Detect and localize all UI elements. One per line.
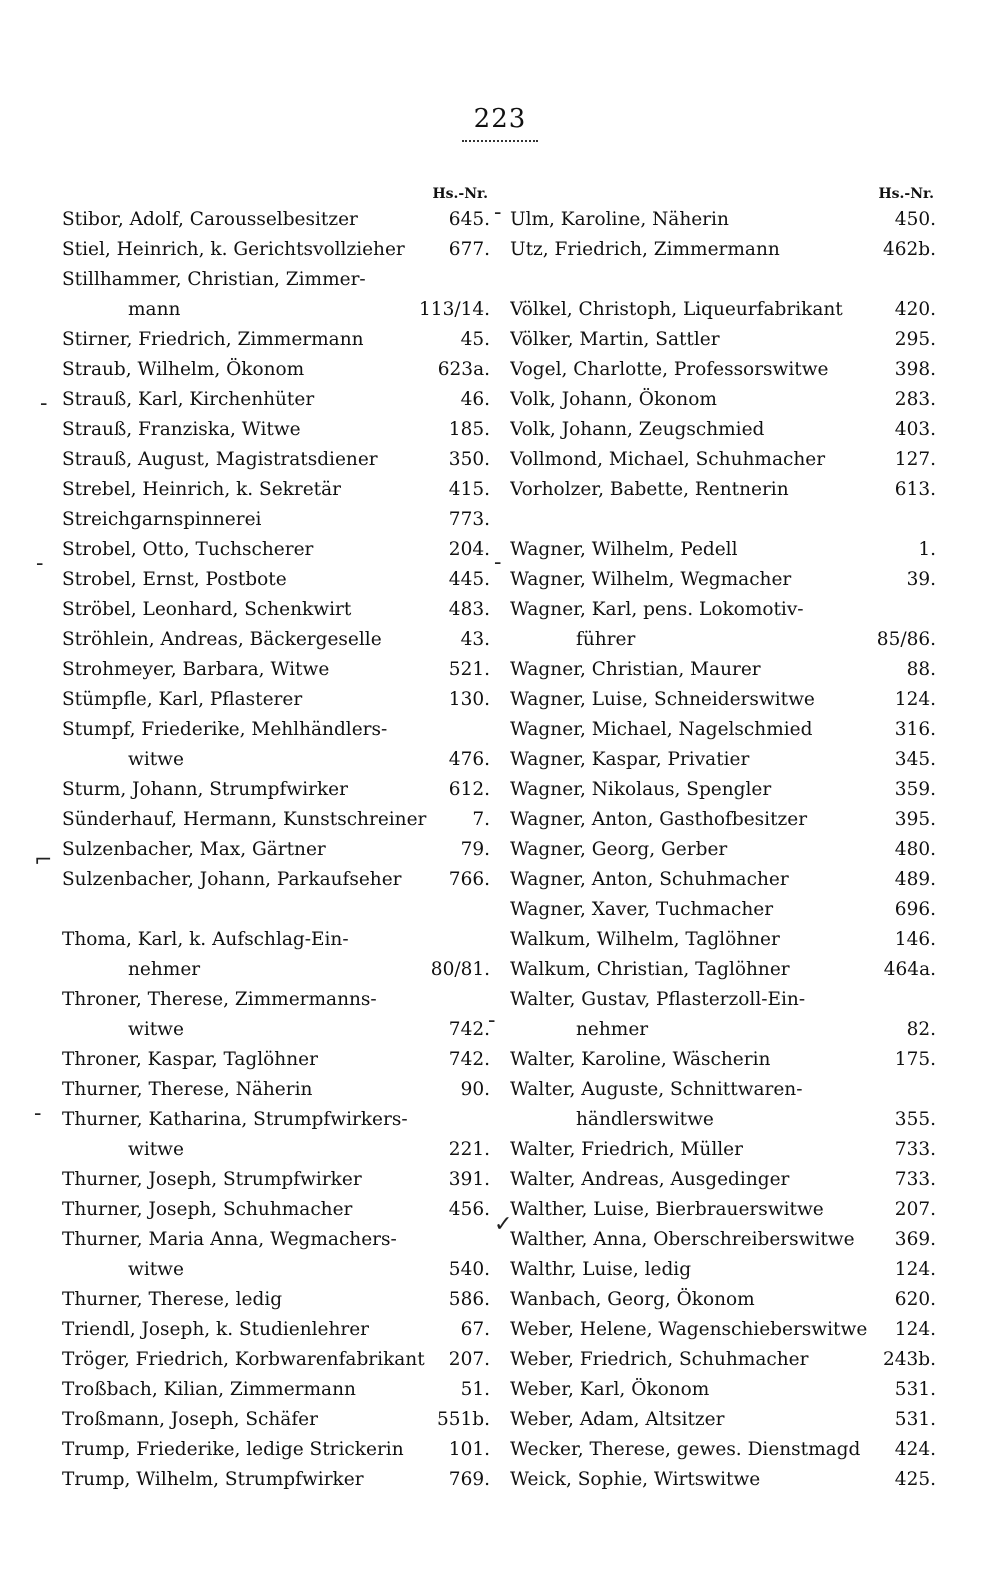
- entry-name: Thurner, Katharina, Strumpfwirkers-: [62, 1109, 408, 1130]
- entry-line: [62, 415, 490, 445]
- entry-name: Sünderhauf, Hermann, Kunstschreiner: [62, 809, 427, 830]
- entry-name: Sulzenbacher, Max, Gärtner: [62, 839, 326, 860]
- right-column: [510, 205, 936, 1495]
- house-number: 124.: [894, 1259, 936, 1280]
- entry-name: Stibor, Adolf, Carousselbesitzer: [62, 209, 358, 230]
- entry-name: Völkel, Christoph, Liqueurfabrikant: [510, 299, 843, 320]
- entry-line: [510, 1285, 936, 1315]
- check-mark-icon: ✓: [494, 1212, 513, 1237]
- entry-name: Wagner, Anton, Schuhmacher: [510, 869, 789, 890]
- entry-name: Troßbach, Kilian, Zimmermann: [62, 1379, 356, 1400]
- house-number: 620.: [894, 1289, 936, 1310]
- house-number: 733.: [894, 1139, 936, 1160]
- entry-line: [510, 715, 936, 745]
- entry-line: [62, 445, 490, 475]
- house-number: 424.: [894, 1439, 936, 1460]
- entry-line: [510, 865, 936, 895]
- house-number: 677.: [448, 239, 490, 260]
- entry-name: Walther, Anna, Oberschreiberswitwe: [510, 1229, 855, 1250]
- entry-line: [510, 835, 936, 865]
- entry-name: Vorholzer, Babette, Rentnerin: [510, 479, 789, 500]
- entry-name: Walter, Karoline, Wäscherin: [510, 1049, 771, 1070]
- house-number: 391.: [448, 1169, 490, 1190]
- entry-name: witwe: [128, 1139, 184, 1160]
- entry-name: Walkum, Wilhelm, Taglöhner: [510, 929, 780, 950]
- entry-name: Walther, Luise, Bierbrauerswitwe: [510, 1199, 824, 1220]
- house-number: 531.: [894, 1379, 936, 1400]
- entry-name: Wagner, Luise, Schneiderswitwe: [510, 689, 815, 710]
- entry-name: nehmer: [576, 1019, 649, 1040]
- entry-name: Vogel, Charlotte, Professorswitwe: [510, 359, 829, 380]
- house-number: 130.: [448, 689, 490, 710]
- margin-tick-mark: -: [40, 391, 48, 416]
- entry-name: führer: [576, 629, 636, 650]
- entry-name: Strobel, Otto, Tuchscherer: [62, 539, 314, 560]
- house-number: [932, 1075, 936, 1105]
- entry-line: [62, 1015, 490, 1045]
- entry-line: [62, 1165, 490, 1195]
- entry-name: Walter, Gustav, Pflasterzoll-Ein-: [510, 989, 806, 1010]
- house-number: 415.: [448, 479, 490, 500]
- entry-line: [62, 805, 490, 835]
- section-gap: [62, 895, 490, 925]
- entry-name: Walthr, Luise, ledig: [510, 1259, 692, 1280]
- house-number: [486, 1105, 490, 1135]
- entry-name: Thurner, Joseph, Strumpfwirker: [62, 1169, 362, 1190]
- house-number: 207.: [448, 1349, 490, 1370]
- entry-line: [62, 565, 490, 595]
- house-number: 521.: [448, 659, 490, 680]
- house-number: 175.: [894, 1049, 936, 1070]
- house-number: 733.: [894, 1169, 936, 1190]
- entry-line: [62, 685, 490, 715]
- house-number: 456.: [448, 1199, 490, 1220]
- entry-name: Strebel, Heinrich, k. Sekretär: [62, 479, 341, 500]
- house-number: 462b.: [882, 239, 936, 260]
- entry-name: Strauß, August, Magistratsdiener: [62, 449, 378, 470]
- entry-name: Wecker, Therese, gewes. Dienstmagd: [510, 1439, 861, 1460]
- entry-line: [62, 1255, 490, 1285]
- house-number: 398.: [894, 359, 936, 380]
- house-number: 80/81.: [430, 959, 490, 980]
- entry-name: Strohmeyer, Barbara, Witwe: [62, 659, 330, 680]
- house-number: [486, 1225, 490, 1255]
- house-number: 79.: [460, 839, 490, 860]
- house-number: 483.: [448, 599, 490, 620]
- entry-name: Stumpf, Friederike, Mehlhändlers-: [62, 719, 388, 740]
- house-number: [486, 715, 490, 745]
- entry-line: [510, 445, 936, 475]
- house-number: [932, 595, 936, 625]
- entry-line: [510, 745, 936, 775]
- house-number: 450.: [894, 209, 936, 230]
- entry-name: Streichgarnspinnerei: [62, 509, 262, 530]
- entry-line: [62, 1345, 490, 1375]
- entry-line: [62, 1375, 490, 1405]
- entry-name: Stümpfle, Karl, Pflasterer: [62, 689, 303, 710]
- entry-name: Thurner, Therese, Näherin: [62, 1079, 313, 1100]
- entry-line: [510, 1345, 936, 1375]
- entry-line: [510, 805, 936, 835]
- entry-name: Wagner, Christian, Maurer: [510, 659, 761, 680]
- house-number: 612.: [448, 779, 490, 800]
- entry-line: [62, 205, 490, 235]
- entry-name: Weick, Sophie, Wirtswitwe: [510, 1469, 761, 1490]
- entry-name: Wanbach, Georg, Ökonom: [510, 1289, 755, 1310]
- house-number: 221.: [448, 1139, 490, 1160]
- entry-line: [62, 625, 490, 655]
- entry-line: [510, 685, 936, 715]
- entry-name: Walter, Friedrich, Müller: [510, 1139, 743, 1160]
- entry-name: Utz, Friedrich, Zimmermann: [510, 239, 780, 260]
- entry-name: Weber, Karl, Ökonom: [510, 1379, 710, 1400]
- entry-line: [62, 955, 490, 985]
- house-number: 124.: [894, 1319, 936, 1340]
- entry-line: [62, 1465, 490, 1495]
- entry-line: [62, 1135, 490, 1165]
- house-number: [932, 985, 936, 1015]
- entry-line: [510, 625, 936, 655]
- house-number: 531.: [894, 1409, 936, 1430]
- margin-hook-mark: ⌐: [34, 848, 53, 873]
- section-gap: [510, 265, 936, 295]
- entry-line: [510, 1165, 936, 1195]
- house-number: 85/86.: [876, 629, 936, 650]
- house-number: 445.: [448, 569, 490, 590]
- entry-name: witwe: [128, 1259, 184, 1280]
- margin-tick-mark: -: [34, 1101, 42, 1126]
- house-number: 51.: [460, 1379, 490, 1400]
- entry-line: [510, 295, 936, 325]
- right-column-header: Hs.-Nr.: [878, 186, 934, 202]
- house-number: 350.: [448, 449, 490, 470]
- entry-line: [62, 1225, 490, 1255]
- house-number: 146.: [894, 929, 936, 950]
- entry-name: Wagner, Nikolaus, Spengler: [510, 779, 772, 800]
- entry-name: Stirner, Friedrich, Zimmermann: [62, 329, 364, 350]
- entry-line: [62, 985, 490, 1015]
- entry-name: witwe: [128, 749, 184, 770]
- house-number: 464a.: [883, 959, 936, 980]
- house-number: 46.: [460, 389, 490, 410]
- house-number: 369.: [894, 1229, 936, 1250]
- entry-line: [62, 865, 490, 895]
- entry-line: [510, 1405, 936, 1435]
- house-number: 551b.: [436, 1409, 490, 1430]
- house-number: 766.: [448, 869, 490, 890]
- entry-name: Sturm, Johann, Strumpfwirker: [62, 779, 348, 800]
- house-number: 127.: [894, 449, 936, 470]
- left-column-header: Hs.-Nr.: [432, 186, 488, 202]
- entry-line: [510, 595, 936, 625]
- entry-name: Ströbel, Leonhard, Schenkwirt: [62, 599, 352, 620]
- house-number: 1.: [918, 539, 936, 560]
- entry-line: [510, 895, 936, 925]
- entry-line: [510, 1465, 936, 1495]
- house-number: 645.: [448, 209, 490, 230]
- entry-line: [510, 1255, 936, 1285]
- entry-line: [510, 1135, 936, 1165]
- entry-name: Strauß, Franziska, Witwe: [62, 419, 301, 440]
- house-number: [486, 265, 490, 295]
- entry-line: [510, 1015, 936, 1045]
- entry-line: [62, 535, 490, 565]
- house-number: 586.: [448, 1289, 490, 1310]
- house-number: 480.: [894, 839, 936, 860]
- entry-line: [510, 955, 936, 985]
- house-number: 769.: [448, 1469, 490, 1490]
- entry-line: [62, 1285, 490, 1315]
- entry-name: Straub, Wilhelm, Ökonom: [62, 359, 305, 380]
- entry-line: [510, 355, 936, 385]
- entry-line: [510, 535, 936, 565]
- house-number: 696.: [894, 899, 936, 920]
- entry-line: [510, 655, 936, 685]
- entry-line: [510, 325, 936, 355]
- house-number: 43.: [460, 629, 490, 650]
- entry-line: [510, 1435, 936, 1465]
- entry-name: Wagner, Karl, pens. Lokomotiv-: [510, 599, 804, 620]
- entry-name: Volk, Johann, Ökonom: [510, 389, 717, 410]
- entry-line: [510, 985, 936, 1015]
- entry-line: [62, 595, 490, 625]
- house-number: 613.: [894, 479, 936, 500]
- entry-line: [62, 355, 490, 385]
- entry-line: [62, 475, 490, 505]
- entry-line: [62, 835, 490, 865]
- entry-line: [510, 1075, 936, 1105]
- entry-line: [62, 295, 490, 325]
- page-number-rule: [462, 140, 538, 142]
- entry-line: [510, 415, 936, 445]
- entry-name: Thurner, Therese, ledig: [62, 1289, 283, 1310]
- house-number: 742.: [448, 1049, 490, 1070]
- house-number: 82.: [906, 1019, 936, 1040]
- entry-line: [62, 715, 490, 745]
- entry-line: [62, 925, 490, 955]
- entry-line: [510, 235, 936, 265]
- entry-line: [510, 475, 936, 505]
- entry-name: Walkum, Christian, Taglöhner: [510, 959, 790, 980]
- entry-name: Wagner, Kaspar, Privatier: [510, 749, 750, 770]
- house-number: 345.: [894, 749, 936, 770]
- house-number: 773.: [448, 509, 490, 530]
- house-number: 359.: [894, 779, 936, 800]
- house-number: 124.: [894, 689, 936, 710]
- margin-tick-mark: -: [494, 200, 502, 225]
- entry-line: [510, 1225, 936, 1255]
- entry-name: Troßmann, Joseph, Schäfer: [62, 1409, 318, 1430]
- entry-name: Throner, Therese, Zimmermanns-: [62, 989, 377, 1010]
- entry-name: Weber, Friedrich, Schuhmacher: [510, 1349, 809, 1370]
- entry-line: [62, 745, 490, 775]
- entry-name: Strobel, Ernst, Postbote: [62, 569, 287, 590]
- entry-line: [510, 1105, 936, 1135]
- entry-name: Throner, Kaspar, Taglöhner: [62, 1049, 318, 1070]
- entry-name: Strauß, Karl, Kirchenhüter: [62, 389, 315, 410]
- house-number: 88.: [906, 659, 936, 680]
- house-number: 355.: [894, 1109, 936, 1130]
- entry-line: [510, 1045, 936, 1075]
- entry-line: [62, 1105, 490, 1135]
- entry-name: Trump, Wilhelm, Strumpfwirker: [62, 1469, 364, 1490]
- house-number: 623a.: [437, 359, 490, 380]
- entry-name: Wagner, Georg, Gerber: [510, 839, 728, 860]
- house-number: 489.: [894, 869, 936, 890]
- entry-name: Wagner, Wilhelm, Pedell: [510, 539, 738, 560]
- house-number: 45.: [460, 329, 490, 350]
- house-number: 283.: [894, 389, 936, 410]
- entry-name: Walter, Andreas, Ausgedinger: [510, 1169, 790, 1190]
- entry-name: Stillhammer, Christian, Zimmer-: [62, 269, 366, 290]
- entry-line: [62, 235, 490, 265]
- entry-line: [510, 1375, 936, 1405]
- entry-name: Wagner, Xaver, Tuchmacher: [510, 899, 774, 920]
- house-number: 403.: [894, 419, 936, 440]
- house-number: 540.: [448, 1259, 490, 1280]
- left-column: [62, 205, 490, 1495]
- entry-name: Ströhlein, Andreas, Bäckergeselle: [62, 629, 382, 650]
- entry-name: Weber, Adam, Altsitzer: [510, 1409, 725, 1430]
- section-gap: [510, 505, 936, 535]
- house-number: 425.: [894, 1469, 936, 1490]
- entry-name: nehmer: [128, 959, 201, 980]
- entry-line: [510, 205, 936, 235]
- entry-line: [62, 1435, 490, 1465]
- entry-name: Ulm, Karoline, Näherin: [510, 209, 729, 230]
- entry-line: [62, 325, 490, 355]
- entry-line: [62, 505, 490, 535]
- entry-name: Tröger, Friedrich, Korbwarenfabrikant: [62, 1349, 425, 1370]
- entry-line: [62, 1195, 490, 1225]
- house-number: 204.: [448, 539, 490, 560]
- house-number: 207.: [894, 1199, 936, 1220]
- entry-name: witwe: [128, 1019, 184, 1040]
- entry-name: Thoma, Karl, k. Aufschlag-Ein-: [62, 929, 349, 950]
- entry-name: Weber, Helene, Wagenschieberswitwe: [510, 1319, 868, 1340]
- house-number: 316.: [894, 719, 936, 740]
- margin-tick-mark: -: [488, 1008, 496, 1033]
- entry-name: Wagner, Wilhelm, Wegmacher: [510, 569, 792, 590]
- house-number: 185.: [448, 419, 490, 440]
- house-number: 90.: [460, 1079, 490, 1100]
- entry-line: [510, 385, 936, 415]
- entry-line: [62, 1405, 490, 1435]
- entry-name: Thurner, Maria Anna, Wegmachers-: [62, 1229, 397, 1250]
- entry-line: [62, 775, 490, 805]
- entry-line: [510, 1315, 936, 1345]
- entry-name: Stiel, Heinrich, k. Gerichtsvollzieher: [62, 239, 405, 260]
- entry-line: [510, 775, 936, 805]
- page-number: 223: [473, 104, 527, 134]
- house-number: [486, 925, 490, 955]
- entry-line: [62, 385, 490, 415]
- entry-line: [510, 925, 936, 955]
- house-number: 476.: [448, 749, 490, 770]
- house-number: 742.: [448, 1019, 490, 1040]
- house-number: 7.: [472, 809, 490, 830]
- entry-line: [62, 265, 490, 295]
- margin-tick-mark: -: [36, 551, 44, 576]
- entry-name: Trump, Friederike, ledige Strickerin: [62, 1439, 404, 1460]
- entry-line: [62, 1045, 490, 1075]
- house-number: 295.: [894, 329, 936, 350]
- entry-line: [510, 565, 936, 595]
- house-number: 113/14.: [419, 299, 490, 320]
- entry-line: [62, 1315, 490, 1345]
- entry-name: Walter, Auguste, Schnittwaren-: [510, 1079, 803, 1100]
- entry-name: Vollmond, Michael, Schuhmacher: [510, 449, 826, 470]
- house-number: 395.: [894, 809, 936, 830]
- entry-line: [62, 1075, 490, 1105]
- entry-name: Volk, Johann, Zeugschmied: [510, 419, 765, 440]
- house-number: 243b.: [882, 1349, 936, 1370]
- entry-name: Sulzenbacher, Johann, Parkaufseher: [62, 869, 402, 890]
- entry-line: [510, 1195, 936, 1225]
- entry-line: [62, 655, 490, 685]
- house-number: 420.: [894, 299, 936, 320]
- house-number: 39.: [906, 569, 936, 590]
- entry-name: Wagner, Michael, Nagelschmied: [510, 719, 813, 740]
- entry-name: Triendl, Joseph, k. Studienlehrer: [62, 1319, 370, 1340]
- house-number: 67.: [460, 1319, 490, 1340]
- house-number: 101.: [448, 1439, 490, 1460]
- entry-name: Völker, Martin, Sattler: [510, 329, 720, 350]
- entry-name: händlerswitwe: [576, 1109, 714, 1130]
- entry-name: Thurner, Joseph, Schuhmacher: [62, 1199, 353, 1220]
- entry-name: Wagner, Anton, Gasthofbesitzer: [510, 809, 808, 830]
- margin-tick-mark: -: [494, 550, 502, 575]
- entry-name: mann: [128, 299, 181, 320]
